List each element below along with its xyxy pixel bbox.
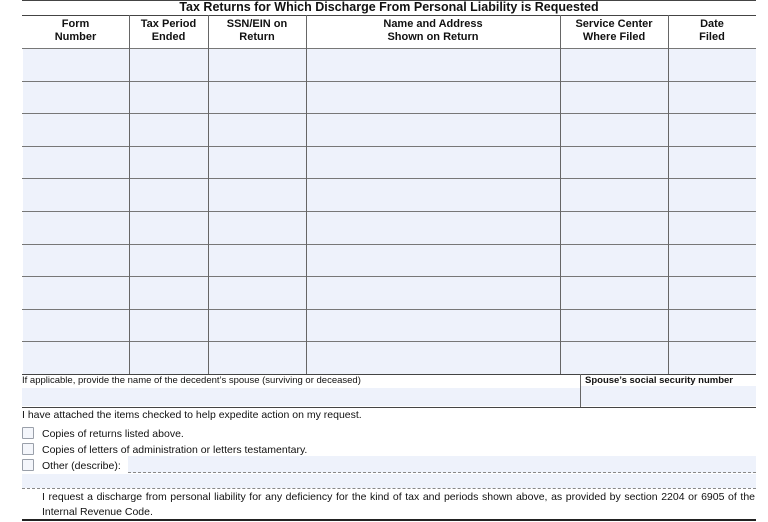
table-cell[interactable] <box>130 114 208 146</box>
header-line: Number <box>54 31 97 43</box>
table-cell[interactable] <box>130 82 208 114</box>
checkbox-copies-of-returns[interactable] <box>22 427 34 439</box>
table-cell[interactable] <box>209 245 306 277</box>
header-line: Service Center <box>575 18 653 30</box>
header-line: Ended <box>151 31 186 43</box>
other-describe-dashed-rule <box>128 472 756 473</box>
table-cell[interactable] <box>561 114 668 146</box>
spouse-bottom-rule <box>22 407 756 408</box>
table-cell[interactable] <box>130 277 208 309</box>
table-cell[interactable] <box>23 212 129 244</box>
table-cell[interactable] <box>561 277 668 309</box>
checkbox-letters-of-administration[interactable] <box>22 443 34 455</box>
checkbox-label-copies-of-returns: Copies of returns listed above. <box>42 428 184 440</box>
table-cell[interactable] <box>669 179 756 211</box>
table-cell[interactable] <box>23 310 129 342</box>
table-cell[interactable] <box>23 342 129 374</box>
table-cell[interactable] <box>669 277 756 309</box>
column-header-tax-period <box>129 18 208 48</box>
table-cell[interactable] <box>23 277 129 309</box>
table-column-rule <box>208 15 209 374</box>
column-header-ssn-ein <box>208 18 306 48</box>
table-row-rule <box>22 276 756 277</box>
table-cell[interactable] <box>669 49 756 81</box>
column-header-date-filed <box>668 18 756 48</box>
header-line: Where Filed <box>582 31 646 43</box>
table-cell[interactable] <box>561 179 668 211</box>
table-column-rule <box>560 15 561 374</box>
table-cell[interactable] <box>307 245 560 277</box>
table-cell[interactable] <box>209 277 306 309</box>
table-column-rule <box>129 15 130 374</box>
table-cell[interactable] <box>561 342 668 374</box>
spouse-name-field[interactable] <box>22 388 580 406</box>
table-cell[interactable] <box>561 245 668 277</box>
request-statement: I request a discharge from personal liability for any deficiency for the kind of tax and periods shown above, as provided by section 2204 or 6905 of the Internal Revenue Code. <box>42 491 755 518</box>
column-header-service-center <box>560 18 668 48</box>
table-cell[interactable] <box>561 49 668 81</box>
spouse-name-label: If applicable, provide the name of the decedent’s spouse (surviving or deceased) <box>22 375 361 386</box>
table-cell[interactable] <box>209 147 306 179</box>
table-row-rule <box>22 244 756 245</box>
table-row-rule <box>22 211 756 212</box>
table-cell[interactable] <box>209 212 306 244</box>
table-cell[interactable] <box>23 245 129 277</box>
table-cell[interactable] <box>209 49 306 81</box>
table-cell[interactable] <box>561 212 668 244</box>
table-row-rule <box>22 309 756 310</box>
table-row-rule <box>22 146 756 147</box>
header-line: Shown on Return <box>387 31 479 43</box>
table-cell[interactable] <box>130 49 208 81</box>
other-describe-field-line1[interactable] <box>128 456 756 473</box>
header-line: Tax Period <box>140 18 197 30</box>
other-describe-dashed-rule-2 <box>22 488 756 489</box>
spouse-ssn-label: Spouse’s social security number <box>585 375 734 386</box>
table-cell[interactable] <box>669 114 756 146</box>
title-rule <box>22 15 756 16</box>
table-cell[interactable] <box>130 342 208 374</box>
table-cell[interactable] <box>307 212 560 244</box>
attachments-intro: I have attached the items checked to help expedite action on my request. <box>22 409 362 421</box>
other-describe-field-line2[interactable] <box>22 474 756 488</box>
table-cell[interactable] <box>209 179 306 211</box>
checkbox-other[interactable] <box>22 459 34 471</box>
column-header-name-address <box>306 18 560 48</box>
checkbox-label-letters-of-administration: Copies of letters of administration or letters testamentary. <box>42 444 308 456</box>
table-row-rule <box>22 81 756 82</box>
table-row-rule <box>22 48 756 49</box>
table-cell[interactable] <box>307 49 560 81</box>
table-cell[interactable] <box>209 114 306 146</box>
header-line: SSN/EIN on <box>226 18 288 30</box>
table-cell[interactable] <box>130 310 208 342</box>
table-cell[interactable] <box>130 147 208 179</box>
table-cell[interactable] <box>307 310 560 342</box>
table-cell[interactable] <box>23 49 129 81</box>
table-title: Tax Returns for Which Discharge From Personal Liability is Requested <box>179 0 599 14</box>
table-row-rule <box>22 113 756 114</box>
table-cell[interactable] <box>561 310 668 342</box>
table-row-rule <box>22 178 756 179</box>
table-cell[interactable] <box>669 342 756 374</box>
table-cell[interactable] <box>307 114 560 146</box>
table-cell[interactable] <box>561 147 668 179</box>
table-cell[interactable] <box>130 212 208 244</box>
table-cell[interactable] <box>23 147 129 179</box>
table-cell[interactable] <box>209 310 306 342</box>
header-line: Date <box>700 18 724 30</box>
table-cell[interactable] <box>669 82 756 114</box>
header-line: Form <box>61 18 90 30</box>
table-cell[interactable] <box>130 245 208 277</box>
table-cell[interactable] <box>209 82 306 114</box>
table-cell[interactable] <box>561 82 668 114</box>
header-line: Return <box>239 31 275 43</box>
header-line: Name and Address <box>383 18 483 30</box>
table-column-rule <box>668 15 669 374</box>
table-cell[interactable] <box>130 179 208 211</box>
table-cell[interactable] <box>307 342 560 374</box>
table-cell[interactable] <box>23 114 129 146</box>
table-cell[interactable] <box>669 212 756 244</box>
column-header-form-number <box>22 18 129 48</box>
table-cell[interactable] <box>669 245 756 277</box>
table-cell[interactable] <box>23 82 129 114</box>
table-cell[interactable] <box>23 179 129 211</box>
table-cell[interactable] <box>669 147 756 179</box>
table-cell[interactable] <box>307 82 560 114</box>
spouse-ssn-field[interactable] <box>581 386 756 406</box>
table-cell[interactable] <box>669 310 756 342</box>
checkbox-label-other: Other (describe): <box>42 460 121 472</box>
header-line: Filed <box>699 31 725 43</box>
table-cell[interactable] <box>307 277 560 309</box>
table-cell[interactable] <box>307 179 560 211</box>
table-cell[interactable] <box>209 342 306 374</box>
table-row-rule <box>22 341 756 342</box>
bottom-rule <box>22 519 756 521</box>
table-column-rule <box>306 15 307 374</box>
table-cell[interactable] <box>307 147 560 179</box>
